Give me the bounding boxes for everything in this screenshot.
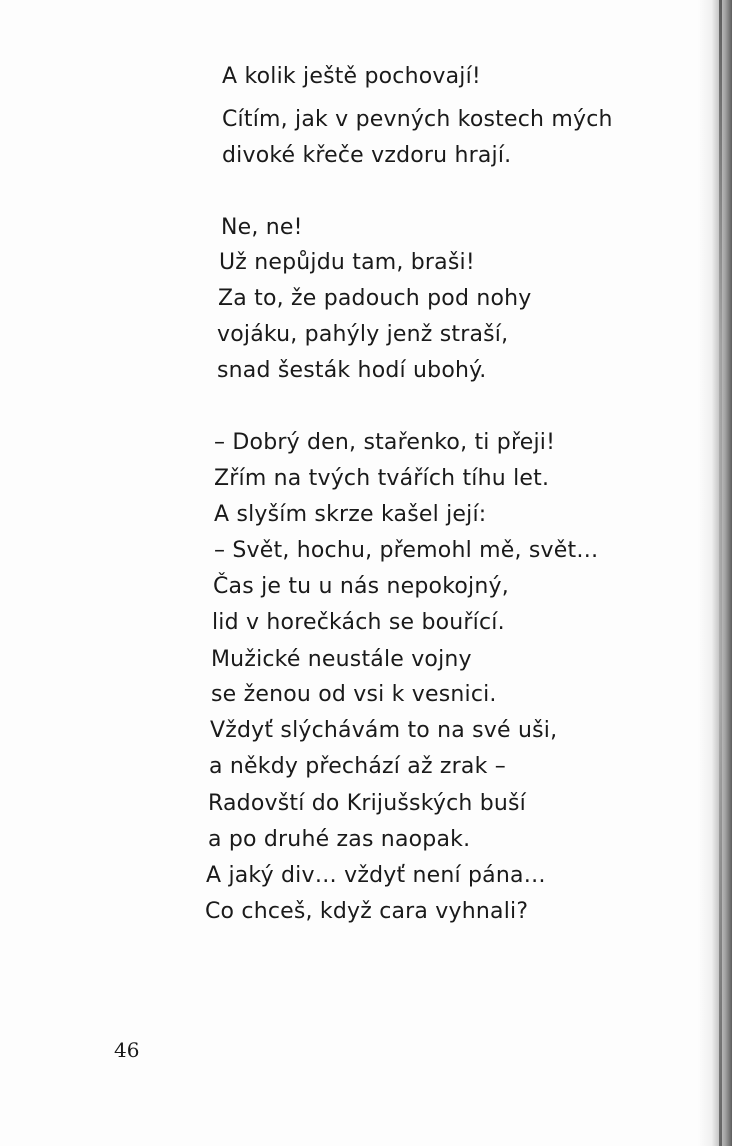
poem-line: a někdy přechází až zrak – bbox=[209, 754, 506, 779]
poem-line: Ne, ne! bbox=[221, 215, 303, 240]
poem-line: Čas je tu u nás nepokojný, bbox=[213, 574, 509, 599]
poem-line: Za to, že padouch pod nohy bbox=[218, 286, 532, 311]
poem-line: Cítím, jak v pevných kostech mých bbox=[222, 107, 613, 132]
poem-line: a po druhé zas naopak. bbox=[208, 827, 471, 852]
page-number: 46 bbox=[114, 1038, 140, 1062]
poem-line: vojáku, pahýly jenž straší, bbox=[217, 322, 509, 347]
poem-line: – Svět, hochu, přemohl mě, svět… bbox=[214, 538, 599, 563]
scan-edge-line bbox=[719, 0, 722, 1146]
poem-line: Zřím na tvých tvářích tíhu let. bbox=[214, 466, 550, 491]
poem-line: divoké křeče vzdoru hrají. bbox=[222, 143, 512, 168]
poem-line: – Dobrý den, stařenko, ti přeji! bbox=[214, 430, 556, 455]
scan-edge-shadow bbox=[698, 0, 732, 1146]
poem-line: se ženou od vsi k vesnici. bbox=[211, 682, 497, 707]
poem-line: A jaký div… vždyť není pána… bbox=[206, 863, 546, 888]
poem-line: lid v horečkách se bouřící. bbox=[212, 610, 505, 635]
poem-line: snad šesták hodí ubohý. bbox=[217, 358, 487, 383]
poem-line: Co chceš, když cara vyhnali? bbox=[205, 899, 529, 924]
poem-line: Vždyť slýchávám to na své uši, bbox=[210, 718, 558, 743]
poem-line: Radovští do Krijušských buší bbox=[208, 791, 526, 816]
poem-line: Mužické neustále vojny bbox=[211, 647, 472, 672]
poem-line: Už nepůjdu tam, braši! bbox=[219, 250, 475, 275]
poem-line: A kolik ještě pochovají! bbox=[222, 64, 481, 89]
poem-line: A slyším skrze kašel její: bbox=[214, 502, 487, 527]
